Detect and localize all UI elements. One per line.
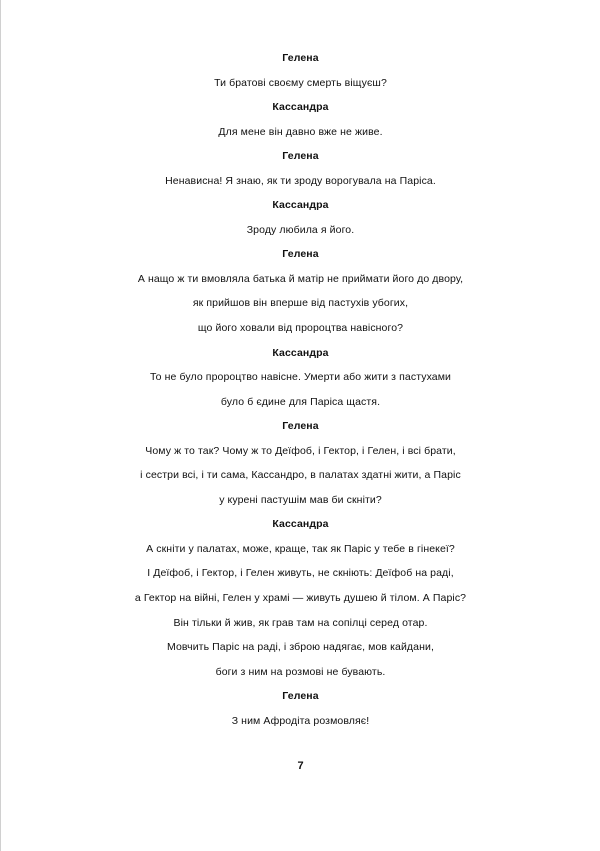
speech-line: І Деїфоб, і Гектор, і Гелен живуть, не скніють: Деїфоб на раді,	[147, 567, 454, 580]
speech-line: З ним Афродіта розмовляє!	[231, 714, 370, 727]
speech-line: Для мене він давно вже не живе.	[218, 125, 383, 138]
speech-line: Зроду любила я його.	[246, 223, 355, 236]
speech-line: А скніти у палатах, може, краще, так як Паріс у тебе в гінекеї?	[146, 542, 455, 555]
page-number: 7	[297, 760, 304, 772]
speech-line: Ненависна! Я знаю, як ти зроду ворогувала на Паріса.	[165, 174, 436, 187]
speech-line: і сестри всі, і ти сама, Кассандро, в палатах здатні жити, а Паріс	[140, 469, 461, 482]
speech-line: було б єдине для Паріса щастя.	[220, 395, 381, 408]
speaker-name: Кассандра	[272, 199, 329, 212]
dialogue-text	[1, 46, 600, 733]
speaker-name: Гелена	[282, 248, 319, 261]
speech-line: Чому ж то так? Чому ж то Деїфоб, і Гектор, і Гелен, і всі брати,	[145, 444, 456, 457]
speaker-name: Гелена	[282, 420, 319, 433]
speech-line: боги з ним на розмові не бувають.	[215, 665, 386, 678]
speaker-name: Кассандра	[272, 518, 329, 531]
speaker-name: Гелена	[282, 52, 319, 64]
speech-line: що його ховали від пророцтва навісного?	[197, 322, 404, 335]
speech-line: Ти братові своєму смерть віщуєш?	[214, 76, 387, 89]
speaker-name: Гелена	[282, 150, 319, 163]
speech-line: а Гектор на війні, Гелен у храмі — живуть душею й тілом. А Паріс?	[134, 592, 467, 605]
speaker-name: Кассандра	[272, 101, 329, 114]
speech-line: То не було пророцтво навісне. Умерти або жити з пастухами	[149, 371, 452, 384]
speech-line: Він тільки й жив, як грав там на сопілці серед отар.	[173, 616, 428, 629]
speech-line: А нащо ж ти вмовляла батька й матір не приймати його до двору,	[137, 272, 464, 285]
speaker-name: Гелена	[282, 690, 319, 703]
speech-line: як прийшов він вперше від пастухів убогих,	[192, 297, 409, 310]
speech-line: Мовчить Паріс на раді, і зброю надягає, мов кайдани,	[167, 641, 434, 654]
speaker-name: Кассандра	[272, 346, 329, 359]
speech-line: у курені пастушім мав би скніти?	[219, 493, 382, 506]
